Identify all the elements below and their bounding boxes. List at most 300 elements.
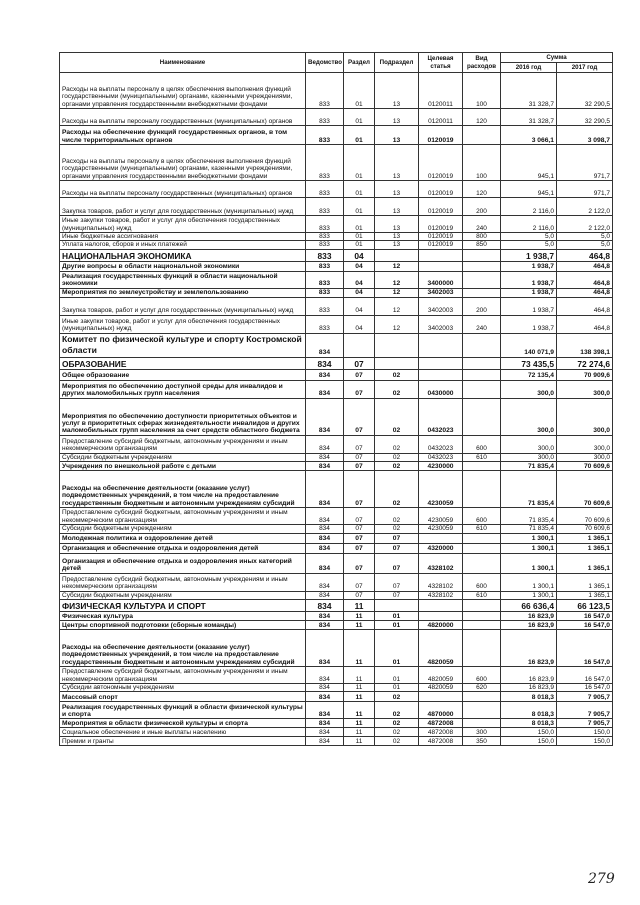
row-name: Субсидии автономным учреждениям	[60, 684, 306, 692]
col-header-sum: Сумма	[501, 53, 613, 63]
row-name: Молодежная политика и оздоровление детей	[60, 533, 306, 543]
row-podrazdel: 01	[375, 667, 419, 684]
row-podrazdel: 12	[375, 261, 419, 271]
row-name: Иные закупки товаров, работ и услуг для обеспечения государственных (муниципальных) нужд	[60, 315, 306, 333]
row-razdel: 11	[344, 719, 375, 728]
row-sum-2017: 16 547,0	[557, 667, 613, 684]
row-sum-2017: 464,8	[557, 297, 613, 315]
row-sum-2017: 1 365,1	[557, 543, 613, 553]
row-name: Иные бюджетные ассигнования	[60, 233, 306, 241]
row-razdel: 11	[344, 728, 375, 737]
row-sum-2017: 70 609,6	[557, 471, 613, 508]
row-vedomstvo: 834	[306, 737, 344, 746]
row-sum-2016: 150,0	[501, 737, 557, 746]
row-razdel: 11	[344, 684, 375, 692]
row-podrazdel: 12	[375, 271, 419, 288]
row-vid	[463, 621, 501, 630]
table-row	[60, 525, 613, 533]
row-sum-2016: 945,1	[501, 181, 557, 198]
table-row	[60, 380, 613, 398]
row-sum-2017: 300,0	[557, 435, 613, 453]
row-target: 3402003	[419, 288, 463, 297]
row-target: 0432023	[419, 435, 463, 453]
row-vedomstvo: 833	[306, 241, 344, 249]
row-razdel: 11	[344, 702, 375, 719]
row-vedomstvo: 834	[306, 471, 344, 508]
row-razdel: 07	[344, 453, 375, 461]
col-header-2016: 2016 год	[501, 63, 557, 73]
row-sum-2016: 5,0	[501, 233, 557, 241]
row-vid	[463, 369, 501, 380]
row-target	[419, 533, 463, 543]
row-name: Мероприятия по землеустройству и землепользованию	[60, 288, 306, 297]
row-vedomstvo: 834	[306, 684, 344, 692]
row-sum-2017: 150,0	[557, 728, 613, 737]
row-sum-2017: 70 609,6	[557, 508, 613, 525]
row-vedomstvo: 834	[306, 380, 344, 398]
row-target: 4230059	[419, 508, 463, 525]
row-sum-2017: 300,0	[557, 398, 613, 435]
row-sum-2017: 7 905,7	[557, 692, 613, 702]
row-vid: 300	[463, 728, 501, 737]
row-razdel: 01	[344, 198, 375, 216]
row-name: Премии и гранты	[60, 737, 306, 746]
table-row	[60, 249, 613, 261]
row-vid	[463, 702, 501, 719]
table-row	[60, 600, 613, 612]
row-vid	[463, 249, 501, 261]
row-target: 4320000	[419, 543, 463, 553]
row-sum-2016: 16 823,9	[501, 612, 557, 621]
row-vid	[463, 553, 501, 573]
row-name: Субсидии бюджетным учреждениям	[60, 525, 306, 533]
row-sum-2016: 16 823,9	[501, 667, 557, 684]
row-razdel: 04	[344, 288, 375, 297]
budget-table	[59, 52, 613, 746]
row-vid	[463, 357, 501, 369]
row-podrazdel: 12	[375, 288, 419, 297]
row-razdel: 07	[344, 508, 375, 525]
row-sum-2017: 70 609,6	[557, 462, 613, 471]
table-row	[60, 241, 613, 249]
row-target: 0120019	[419, 126, 463, 145]
row-razdel: 01	[344, 126, 375, 145]
row-target: 4820000	[419, 621, 463, 630]
table-row	[60, 357, 613, 369]
row-target: 0120011	[419, 109, 463, 126]
row-vid	[463, 471, 501, 508]
row-vid: 200	[463, 297, 501, 315]
row-name: Организация и обеспечение отдыха и оздоровления детей	[60, 543, 306, 553]
row-vedomstvo: 834	[306, 398, 344, 435]
row-sum-2016: 71 835,4	[501, 471, 557, 508]
row-sum-2016: 1 300,1	[501, 591, 557, 599]
row-vedomstvo: 834	[306, 692, 344, 702]
table-row	[60, 471, 613, 508]
row-vid: 100	[463, 73, 501, 109]
row-vedomstvo: 834	[306, 453, 344, 461]
row-name: Мероприятия по обеспечению доступной среды для инвалидов и других маломобильных групп населения	[60, 380, 306, 398]
row-sum-2016: 16 823,9	[501, 684, 557, 692]
row-podrazdel: 01	[375, 630, 419, 667]
row-target: 0120019	[419, 233, 463, 241]
row-razdel: 07	[344, 543, 375, 553]
row-podrazdel: 13	[375, 198, 419, 216]
row-vid: 120	[463, 181, 501, 198]
row-podrazdel: 13	[375, 73, 419, 109]
row-sum-2017: 300,0	[557, 380, 613, 398]
row-vedomstvo: 833	[306, 126, 344, 145]
row-sum-2017: 1 365,1	[557, 533, 613, 543]
row-name: Общее образование	[60, 369, 306, 380]
row-vedomstvo: 833	[306, 261, 344, 271]
row-vedomstvo: 834	[306, 369, 344, 380]
row-podrazdel: 02	[375, 692, 419, 702]
col-header-2017: 2017 год	[557, 63, 613, 73]
row-podrazdel: 07	[375, 573, 419, 591]
table-row	[60, 612, 613, 621]
row-vid: 120	[463, 109, 501, 126]
row-sum-2016: 2 116,0	[501, 216, 557, 233]
table-row	[60, 271, 613, 288]
table-row	[60, 543, 613, 553]
row-vid: 620	[463, 684, 501, 692]
row-podrazdel: 07	[375, 543, 419, 553]
row-sum-2017: 16 547,0	[557, 621, 613, 630]
row-target: 4328102	[419, 573, 463, 591]
row-razdel: 04	[344, 261, 375, 271]
row-vid: 850	[463, 241, 501, 249]
row-sum-2016: 1 938,7	[501, 271, 557, 288]
row-sum-2016: 8 018,3	[501, 702, 557, 719]
row-vedomstvo: 834	[306, 357, 344, 369]
row-vedomstvo: 834	[306, 333, 344, 357]
row-name: Физическая культура	[60, 612, 306, 621]
row-vid	[463, 126, 501, 145]
row-podrazdel	[375, 333, 419, 357]
row-sum-2016: 1 938,7	[501, 315, 557, 333]
row-podrazdel: 12	[375, 297, 419, 315]
row-vid	[463, 600, 501, 612]
table-row	[60, 181, 613, 198]
row-target: 4230059	[419, 525, 463, 533]
row-vedomstvo: 834	[306, 612, 344, 621]
row-sum-2017: 32 290,5	[557, 109, 613, 126]
row-target: 0120011	[419, 73, 463, 109]
table-body	[60, 73, 613, 746]
row-name: Мероприятия в области физической культуры и спорта	[60, 719, 306, 728]
row-target: 4820059	[419, 667, 463, 684]
row-name: Расходы на выплаты персоналу в целях обеспечения выполнения функций государственными (муниципальными) органами, казенными учреждениями, органами управления государственными внебюджетными фондами	[60, 73, 306, 109]
row-target	[419, 357, 463, 369]
row-sum-2017: 971,7	[557, 181, 613, 198]
row-name: Массовый спорт	[60, 692, 306, 702]
row-vedomstvo: 833	[306, 288, 344, 297]
row-sum-2016: 16 823,9	[501, 630, 557, 667]
row-sum-2016: 1 300,1	[501, 533, 557, 543]
row-sum-2017: 7 905,7	[557, 719, 613, 728]
row-sum-2017: 464,8	[557, 288, 613, 297]
row-razdel: 04	[344, 271, 375, 288]
row-target: 4872008	[419, 719, 463, 728]
row-vid: 240	[463, 216, 501, 233]
row-sum-2016: 71 835,4	[501, 462, 557, 471]
row-vid: 600	[463, 435, 501, 453]
row-podrazdel: 13	[375, 145, 419, 181]
row-vedomstvo: 834	[306, 621, 344, 630]
row-razdel	[344, 333, 375, 357]
row-sum-2017: 1 365,1	[557, 573, 613, 591]
row-razdel: 07	[344, 573, 375, 591]
row-sum-2016: 300,0	[501, 453, 557, 461]
row-sum-2017: 971,7	[557, 145, 613, 181]
row-target	[419, 261, 463, 271]
row-vedomstvo: 834	[306, 573, 344, 591]
row-razdel: 11	[344, 612, 375, 621]
row-vid	[463, 692, 501, 702]
row-name: Расходы на выплаты персоналу государственных (муниципальных) органов	[60, 181, 306, 198]
row-target: 0432023	[419, 398, 463, 435]
row-vid: 350	[463, 737, 501, 746]
row-sum-2016: 3 066,1	[501, 126, 557, 145]
row-razdel: 07	[344, 380, 375, 398]
row-podrazdel: 02	[375, 369, 419, 380]
row-target	[419, 249, 463, 261]
table-row	[60, 198, 613, 216]
row-target: 3402003	[419, 297, 463, 315]
row-razdel: 11	[344, 737, 375, 746]
row-sum-2016: 140 071,9	[501, 333, 557, 357]
row-vid: 610	[463, 591, 501, 599]
row-razdel: 07	[344, 398, 375, 435]
row-razdel: 01	[344, 233, 375, 241]
row-vid	[463, 271, 501, 288]
table-row	[60, 333, 613, 357]
row-razdel: 07	[344, 462, 375, 471]
row-vid: 610	[463, 525, 501, 533]
row-razdel: 11	[344, 667, 375, 684]
row-sum-2016: 8 018,3	[501, 719, 557, 728]
row-vedomstvo: 834	[306, 533, 344, 543]
row-podrazdel: 01	[375, 621, 419, 630]
row-razdel: 11	[344, 692, 375, 702]
row-sum-2017: 300,0	[557, 453, 613, 461]
row-vedomstvo: 833	[306, 73, 344, 109]
row-razdel: 04	[344, 249, 375, 261]
row-name: Закупка товаров, работ и услуг для государственных (муниципальных) нужд	[60, 297, 306, 315]
row-sum-2017: 1 365,1	[557, 553, 613, 573]
row-vid	[463, 380, 501, 398]
row-razdel: 01	[344, 109, 375, 126]
row-vedomstvo: 833	[306, 233, 344, 241]
row-target: 0120019	[419, 198, 463, 216]
row-vid	[463, 543, 501, 553]
row-sum-2016: 1 938,7	[501, 249, 557, 261]
row-vid: 240	[463, 315, 501, 333]
row-target: 4820059	[419, 684, 463, 692]
row-name: Реализация государственных функций в области физической культуры и спорта	[60, 702, 306, 719]
row-sum-2017: 70 909,6	[557, 369, 613, 380]
row-sum-2017: 32 290,5	[557, 73, 613, 109]
row-razdel: 07	[344, 591, 375, 599]
row-vedomstvo: 834	[306, 630, 344, 667]
row-podrazdel: 13	[375, 241, 419, 249]
row-vedomstvo: 834	[306, 728, 344, 737]
row-target: 4870000	[419, 702, 463, 719]
row-name: Иные закупки товаров, работ и услуг для обеспечения государственных (муниципальных) нужд	[60, 216, 306, 233]
row-sum-2016: 945,1	[501, 145, 557, 181]
row-name: Субсидии бюджетным учреждениям	[60, 453, 306, 461]
row-sum-2016: 150,0	[501, 728, 557, 737]
row-sum-2017: 464,8	[557, 315, 613, 333]
table-row	[60, 630, 613, 667]
row-vid	[463, 612, 501, 621]
table-row	[60, 702, 613, 719]
table-row	[60, 261, 613, 271]
row-sum-2016: 8 018,3	[501, 692, 557, 702]
table-row	[60, 126, 613, 145]
row-podrazdel: 01	[375, 612, 419, 621]
row-sum-2016: 31 328,7	[501, 73, 557, 109]
row-sum-2016: 300,0	[501, 435, 557, 453]
table-row	[60, 398, 613, 435]
row-vedomstvo: 833	[306, 216, 344, 233]
row-podrazdel: 02	[375, 525, 419, 533]
row-target: 0120019	[419, 241, 463, 249]
row-vid	[463, 398, 501, 435]
col-header-vid: Вид расходов	[463, 53, 501, 73]
row-vedomstvo: 834	[306, 719, 344, 728]
row-name: Расходы на выплаты персоналу государственных (муниципальных) органов	[60, 109, 306, 126]
row-sum-2017: 2 122,0	[557, 198, 613, 216]
row-sum-2016: 1 300,1	[501, 553, 557, 573]
row-podrazdel: 02	[375, 453, 419, 461]
row-target	[419, 333, 463, 357]
row-sum-2016: 1 938,7	[501, 288, 557, 297]
row-sum-2016: 71 835,4	[501, 525, 557, 533]
table-row	[60, 216, 613, 233]
row-target: 0432023	[419, 453, 463, 461]
row-vedomstvo: 834	[306, 543, 344, 553]
row-name: Социальное обеспечение и иные выплаты населению	[60, 728, 306, 737]
table-row	[60, 109, 613, 126]
row-razdel: 11	[344, 621, 375, 630]
row-name: Реализация государственных функций в области национальной экономики	[60, 271, 306, 288]
table-row	[60, 553, 613, 573]
row-name: НАЦИОНАЛЬНАЯ ЭКОНОМИКА	[60, 249, 306, 261]
row-sum-2017: 5,0	[557, 233, 613, 241]
row-podrazdel: 13	[375, 109, 419, 126]
row-name: Уплата налогов, сборов и иных платежей	[60, 241, 306, 249]
row-sum-2016: 1 938,7	[501, 261, 557, 271]
table-row	[60, 692, 613, 702]
row-sum-2016: 72 135,4	[501, 369, 557, 380]
row-razdel: 07	[344, 435, 375, 453]
table-row	[60, 667, 613, 684]
table-row	[60, 684, 613, 692]
row-sum-2017: 7 905,7	[557, 702, 613, 719]
row-razdel: 07	[344, 533, 375, 543]
row-name: Расходы на обеспечение деятельности (оказание услуг) подведомственных учреждений, в том числе на предоставление государственным бюджетным и автономным учреждениям субсидий	[60, 630, 306, 667]
table-row	[60, 288, 613, 297]
row-podrazdel: 02	[375, 471, 419, 508]
row-target: 4872008	[419, 737, 463, 746]
table-row	[60, 453, 613, 461]
row-vid	[463, 719, 501, 728]
row-razdel: 11	[344, 600, 375, 612]
row-sum-2017: 138 398,1	[557, 333, 613, 357]
row-podrazdel: 13	[375, 233, 419, 241]
row-sum-2016: 300,0	[501, 398, 557, 435]
row-podrazdel	[375, 357, 419, 369]
row-vid	[463, 333, 501, 357]
row-sum-2016: 16 823,9	[501, 621, 557, 630]
row-vid: 600	[463, 667, 501, 684]
row-target	[419, 369, 463, 380]
row-vedomstvo: 833	[306, 198, 344, 216]
row-sum-2017: 5,0	[557, 241, 613, 249]
row-vedomstvo: 833	[306, 297, 344, 315]
row-razdel: 11	[344, 630, 375, 667]
table-row	[60, 533, 613, 543]
row-razdel: 07	[344, 525, 375, 533]
row-vedomstvo: 834	[306, 462, 344, 471]
row-name: Мероприятия по обеспечению доступности приоритетных объектов и услуг в приоритетных сферах жизнедеятельности инвалидов и других маломобильных групп населения за счет средств областного бюджета	[60, 398, 306, 435]
row-vid: 800	[463, 233, 501, 241]
row-name: Расходы на обеспечение деятельности (оказание услуг) подведомственных учреждений, в том числе на предоставление государственным бюджетным и автономным учреждениям субсидий	[60, 471, 306, 508]
row-podrazdel: 02	[375, 728, 419, 737]
row-target	[419, 612, 463, 621]
row-vedomstvo: 833	[306, 271, 344, 288]
row-vid	[463, 533, 501, 543]
row-vedomstvo: 834	[306, 600, 344, 612]
row-sum-2016: 5,0	[501, 241, 557, 249]
row-vedomstvo: 834	[306, 702, 344, 719]
row-vid	[463, 261, 501, 271]
table-row	[60, 591, 613, 599]
row-name: Закупка товаров, работ и услуг для государственных (муниципальных) нужд	[60, 198, 306, 216]
row-sum-2017: 464,8	[557, 261, 613, 271]
table-row	[60, 233, 613, 241]
row-sum-2017: 66 123,5	[557, 600, 613, 612]
row-podrazdel	[375, 249, 419, 261]
row-podrazdel: 07	[375, 533, 419, 543]
table-row	[60, 462, 613, 471]
row-target: 4230059	[419, 471, 463, 508]
row-razdel: 07	[344, 357, 375, 369]
row-target: 3402003	[419, 315, 463, 333]
row-sum-2017: 3 098,7	[557, 126, 613, 145]
row-name: Организация и обеспечение отдыха и оздоровления иных категорий детей	[60, 553, 306, 573]
row-vedomstvo: 834	[306, 667, 344, 684]
row-vid: 600	[463, 508, 501, 525]
row-target: 4328102	[419, 553, 463, 573]
col-header-vedomstvo: Ведомство	[306, 53, 344, 73]
row-podrazdel: 02	[375, 702, 419, 719]
row-vedomstvo: 834	[306, 435, 344, 453]
row-razdel: 07	[344, 471, 375, 508]
row-podrazdel: 02	[375, 380, 419, 398]
row-sum-2017: 16 547,0	[557, 612, 613, 621]
row-target	[419, 692, 463, 702]
row-sum-2016: 1 300,1	[501, 573, 557, 591]
row-sum-2017: 1 365,1	[557, 591, 613, 599]
table-row	[60, 573, 613, 591]
row-vedomstvo: 833	[306, 109, 344, 126]
row-target: 4872008	[419, 728, 463, 737]
row-sum-2016: 73 435,5	[501, 357, 557, 369]
row-target: 0120019	[419, 216, 463, 233]
